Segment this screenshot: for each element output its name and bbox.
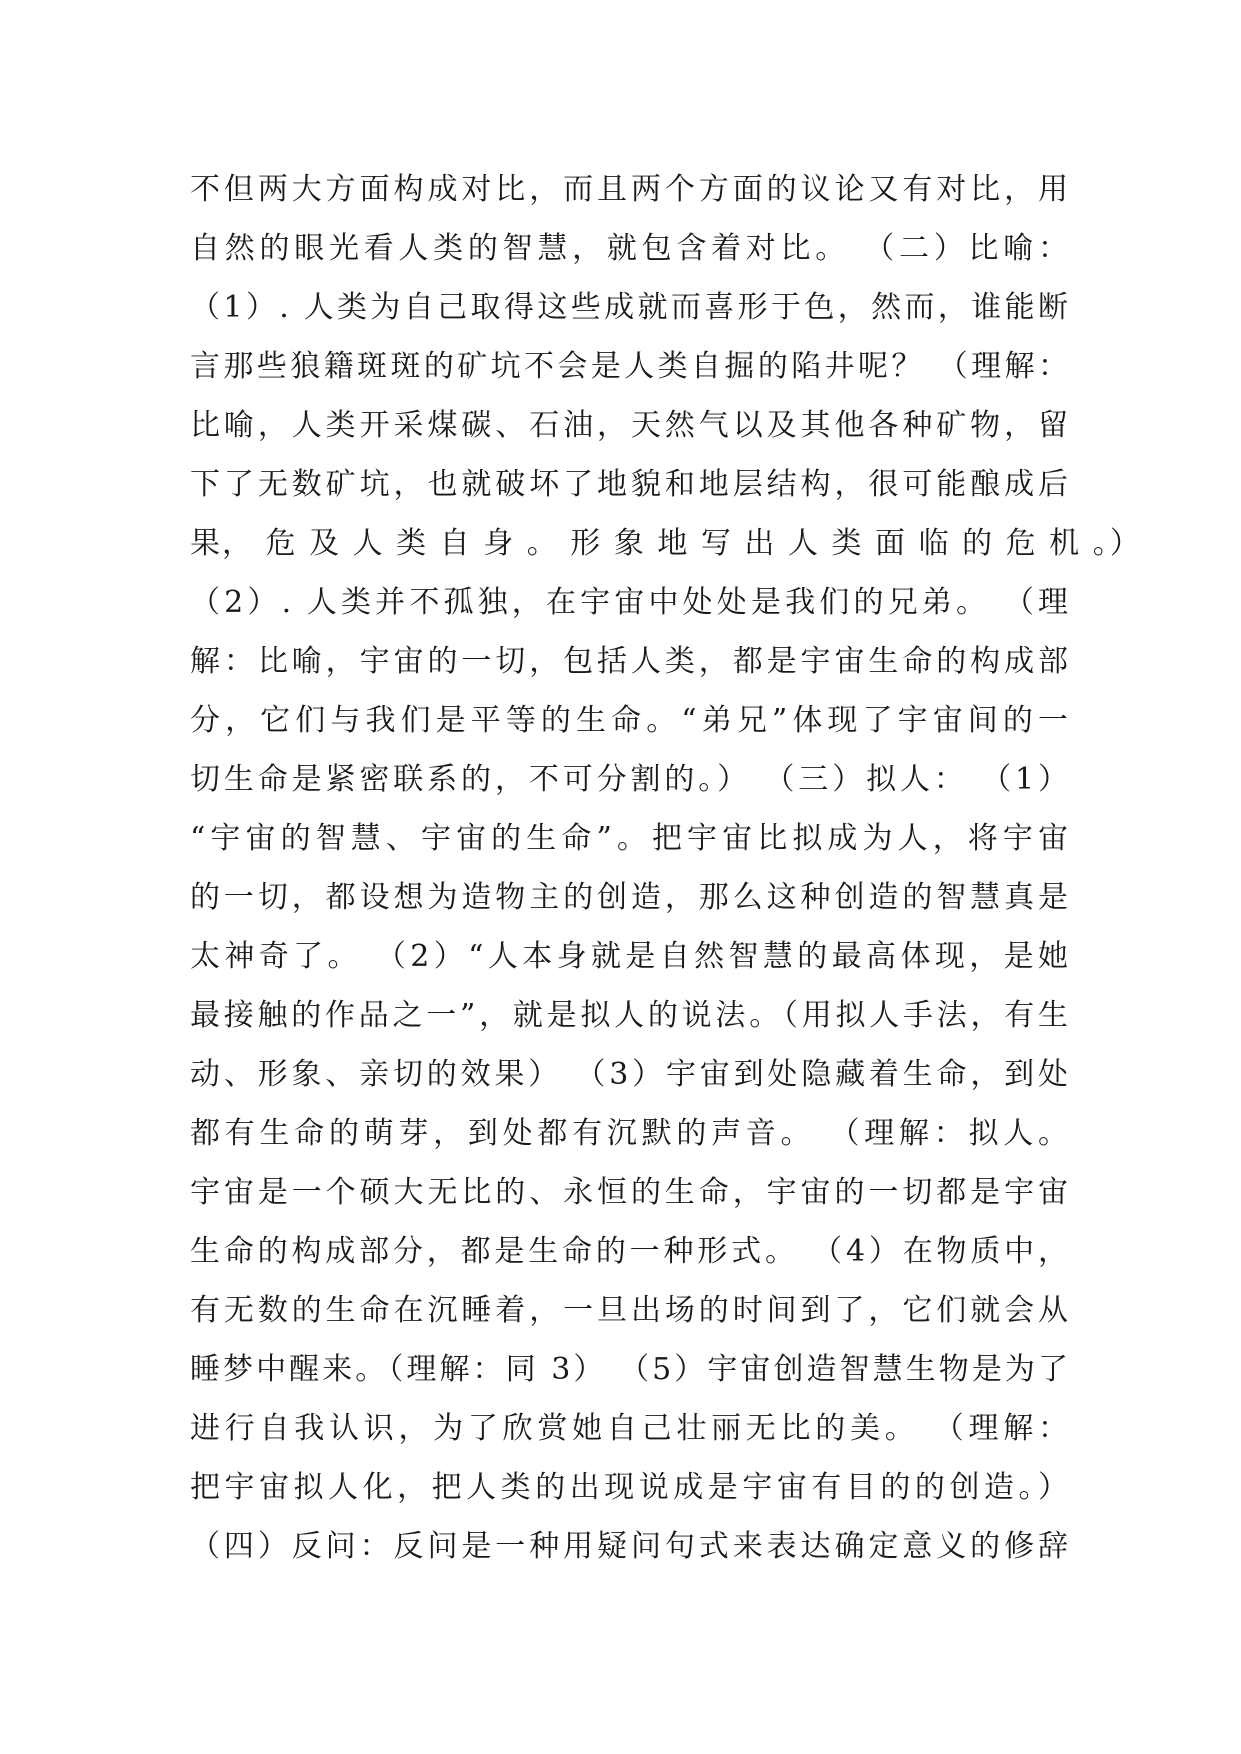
text-line-21: 睡梦中醒来。（理解：同 3） （5）宇宙创造智慧生物是为了 — [190, 1352, 1070, 1387]
text-line-16: 动、形象、亲切的效果） （3）宇宙到处隐藏着生命，到处 — [190, 1057, 1070, 1092]
text-line-7: 果， 危 及 人 类 自 身 。 形 象 地 写 出 人 类 面 临 的 危 机 。） — [190, 526, 1142, 561]
text-line-15: 最接触的作品之一”，就是拟人的说法。（用拟人手法，有生 — [190, 998, 1070, 1033]
body-text — [190, 160, 1142, 1576]
text-line-24: （四）反问：反问是一种用疑问句式来表达确定意义的修辞 — [190, 1529, 1070, 1564]
text-line-3: （1）. 人类为自己取得这些成就而喜形于色，然而，谁能断 — [190, 290, 1070, 325]
text-line-13: 的一切，都设想为造物主的创造，那么这种创造的智慧真是 — [190, 880, 1070, 915]
text-line-19: 生命的构成部分，都是生命的一种形式。 （4）在物质中， — [190, 1234, 1070, 1269]
text-line-8: （2）. 人类并不孤独，在宇宙中处处是我们的兄弟。 （理 — [190, 585, 1070, 620]
text-line-18: 宇宙是一个硕大无比的、永恒的生命，宇宙的一切都是宇宙 — [190, 1175, 1070, 1210]
text-line-14: 太神奇了。 （2）“人本身就是自然智慧的最高体现，是她 — [190, 939, 1070, 974]
text-line-5: 比喻，人类开采煤碳、石油，天然气以及其他各种矿物，留 — [190, 408, 1070, 443]
text-line-10: 分，它们与我们是平等的生命。“弟兄”体现了宇宙间的一 — [190, 703, 1070, 738]
text-line-23: 把宇宙拟人化，把人类的出现说成是宇宙有目的的创造。） — [190, 1470, 1070, 1505]
text-line-2: 自然的眼光看人类的智慧，就包含着对比。 （二）比喻： — [190, 231, 1070, 266]
text-line-20: 有无数的生命在沉睡着，一旦出场的时间到了，它们就会从 — [190, 1293, 1070, 1328]
text-line-9: 解：比喻，宇宙的一切，包括人类，都是宇宙生命的构成部 — [190, 644, 1070, 679]
text-line-1: 不但两大方面构成对比，而且两个方面的议论又有对比，用 — [190, 172, 1070, 207]
text-line-11: 切生命是紧密联系的，不可分割的。） （三）拟人： （1） — [190, 762, 1070, 797]
text-line-17: 都有生命的萌芽，到处都有沉默的声音。 （理解：拟人。 — [190, 1116, 1070, 1151]
text-line-4: 言那些狼籍斑斑的矿坑不会是人类自掘的陷井呢？ （理解： — [190, 349, 1070, 384]
text-line-12: “宇宙的智慧、宇宙的生命”。把宇宙比拟成为人，将宇宙 — [190, 821, 1070, 856]
text-line-6: 下了无数矿坑，也就破坏了地貌和地层结构，很可能酿成后 — [190, 467, 1070, 502]
text-line-22: 进行自我认识，为了欣赏她自己壮丽无比的美。 （理解： — [190, 1411, 1070, 1446]
